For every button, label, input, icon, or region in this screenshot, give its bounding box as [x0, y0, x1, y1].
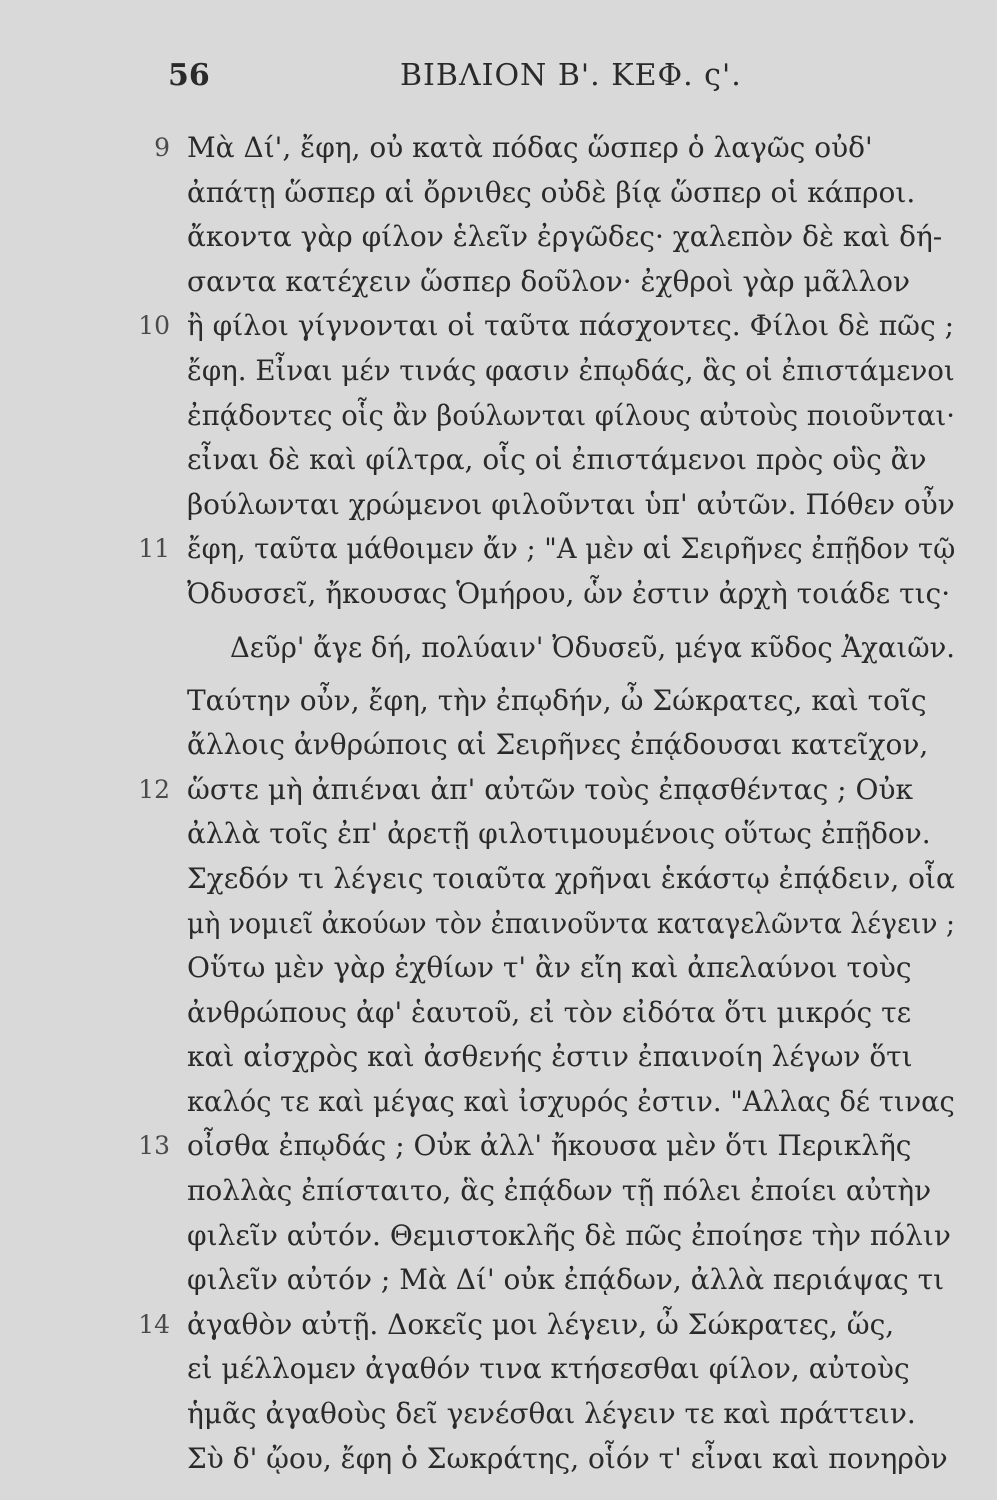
- line-text: σαντα κατέχειν ὥσπερ δοῦλον· ἐχθροὶ γὰρ μᾶλλον: [187, 264, 911, 298]
- section-number: 14: [138, 1309, 170, 1339]
- section-number: 12: [138, 774, 170, 804]
- text-line: [0, 1437, 997, 1482]
- line-text: ἄλλοις ἀνθρώποις αἱ Σειρῆνες ἐπᾴδουσαι κατεῖχον,: [187, 728, 929, 762]
- text-line: [0, 902, 997, 947]
- text-line: [0, 483, 997, 528]
- line-text: Οὕτω μὲν γὰρ ἐχθίων τ' ἂν εἴη καὶ ἀπελαύνοι τοὺς: [187, 951, 912, 985]
- line-text: πολλὰς ἐπίσταιτο, ἃς ἐπᾴδων τῇ πόλει ἐποίει αὐτὴν: [187, 1174, 932, 1208]
- line-text: ἡμᾶς ἀγαθοὺς δεῖ γενέσθαι λέγειν τε καὶ πράττειν.: [187, 1397, 916, 1431]
- line-text: ἄκοντα γὰρ φίλον ἑλεῖν ἐργῶδες· χαλεπὸν δὲ καὶ δή-: [187, 220, 943, 254]
- line-text: ἐπᾴδοντες οἷς ἂν βούλωνται φίλους αὐτοὺς ποιοῦνται·: [187, 398, 955, 432]
- line-text: φιλεῖν αὐτόν ; Μὰ Δί' οὐκ ἐπᾴδων, ἀλλὰ περιάψας τι: [187, 1263, 945, 1297]
- line-text: ἔφη. Εἶναι μέν τινάς φασιν ἐπῳδάς, ἃς οἱ ἐπιστάμενοι: [187, 353, 955, 387]
- text-line: [0, 1303, 997, 1348]
- page-header: [0, 58, 997, 98]
- line-text: εἶναι δὲ καὶ φίλτρα, οἷς οἱ ἐπιστάμενοι πρὸς οὓς ἂν: [187, 443, 927, 477]
- text-line: [0, 126, 997, 171]
- text-line: [0, 394, 997, 439]
- text-line: [0, 1347, 997, 1392]
- line-text: Σχεδόν τι λέγεις τοιαῦτα χρῆναι ἑκάστῳ ἐπᾴδειν, οἷα: [187, 861, 955, 895]
- text-line: [0, 572, 997, 617]
- text-line: [0, 991, 997, 1036]
- line-text: μὴ νομιεῖ ἀκούων τὸν ἐπαινοῦντα καταγελῶντα λέγειν ;: [187, 906, 955, 940]
- line-text: ἢ φίλοι γίγνονται οἱ ταῦτα πάσχοντες. Φίλοι δὲ πῶς ;: [187, 309, 955, 343]
- line-text: ἔφη, ταῦτα μάθοιμεν ἄν ; "Α μὲν αἱ Σειρῆνες ἐπῇδον τῷ: [187, 532, 956, 566]
- section-number: 13: [138, 1131, 170, 1161]
- section-number: 9: [154, 133, 170, 162]
- line-text: ἀλλὰ τοῖς ἐπ' ἀρετῇ φιλοτιμουμένοις οὕτως ἐπῇδον.: [187, 817, 931, 851]
- text-line: [0, 171, 997, 216]
- text-line: [0, 304, 997, 349]
- text-line: [0, 1169, 997, 1214]
- line-text: βούλωνται χρώμενοι φιλοῦνται ὑπ' αὐτῶν. Πόθεν οὖν: [187, 487, 955, 521]
- line-text: ὥστε μὴ ἀπιέναι ἀπ' αὐτῶν τοὺς ἐπᾳσθέντας ; Οὐκ: [187, 772, 913, 806]
- line-text: ἀνθρώπους ἀφ' ἑαυτοῦ, εἰ τὸν εἰδότα ὅτι μικρός τε: [187, 995, 912, 1029]
- line-text: Σὺ δ' ᾤου, ἔφη ὁ Σωκράτης, οἷόν τ' εἶναι καὶ πονηρὸν: [187, 1441, 948, 1475]
- line-text: εἰ μέλλομεν ἀγαθόν τινα κτήσεσθαι φίλον, αὐτοὺς: [187, 1352, 910, 1386]
- text-line: [0, 946, 997, 991]
- line-text: καλός τε καὶ μέγας καὶ ἰσχυρός ἐστιν. "Αλλας δέ τινας: [187, 1084, 955, 1118]
- text-line: [0, 679, 997, 724]
- line-text: καὶ αἰσχρὸς καὶ ἀσθενής ἐστιν ἐπαινοίη λέγων ὅτι: [187, 1040, 913, 1074]
- body-text: [0, 126, 997, 1481]
- text-line: [0, 1214, 997, 1259]
- text-line: [0, 768, 997, 813]
- section-number: 11: [138, 534, 170, 564]
- text-line: [0, 260, 997, 305]
- verse-line: [0, 617, 997, 679]
- running-head: ΒΙΒΛΙΟΝ Β'. ΚΕΦ. ς'.: [400, 58, 742, 93]
- text-line: [0, 1258, 997, 1303]
- line-text: φιλεῖν αὐτόν. Θεμιστοκλῆς δὲ πῶς ἐποίησε τὴν πόλιν: [187, 1218, 951, 1252]
- text-line: [0, 1124, 997, 1169]
- line-text: ἀγαθὸν αὐτῇ. Δοκεῖς μοι λέγειν, ὦ Σώκρατες, ὥς,: [187, 1307, 895, 1341]
- line-text: Ταύτην οὖν, ἔφη, τὴν ἐπῳδήν, ὦ Σώκρατες, καὶ τοῖς: [187, 683, 927, 717]
- text-line: [0, 438, 997, 483]
- line-text: ἀπάτῃ ὥσπερ αἱ ὄρνιθες οὐδὲ βίᾳ ὥσπερ οἱ κάπροι.: [187, 175, 916, 209]
- text-line: [0, 527, 997, 572]
- text-line: [0, 1035, 997, 1080]
- text-line: [0, 1392, 997, 1437]
- page-number: 56: [168, 58, 210, 93]
- line-text: Μὰ Δί', ἔφη, οὐ κατὰ πόδας ὥσπερ ὁ λαγῶς οὐδ': [187, 131, 873, 164]
- text-line: [0, 349, 997, 394]
- text-line: [0, 857, 997, 902]
- text-line: [0, 723, 997, 768]
- line-text: οἶσθα ἐπῳδάς ; Οὐκ ἀλλ' ἤκουσα μὲν ὅτι Περικλῆς: [187, 1129, 912, 1163]
- text-line: [0, 215, 997, 260]
- text-line: [0, 1080, 997, 1125]
- text-line: [0, 812, 997, 857]
- section-number: 10: [138, 311, 170, 341]
- line-text: Ὀδυσσεῖ, ἤκουσας Ὁμήρου, ὧν ἐστιν ἀρχὴ τοιάδε τις·: [187, 576, 951, 610]
- line-text: Δεῦρ' ἄγε δή, πολύαιν' Ὀδυσεῦ, μέγα κῦδος Ἀχαιῶν.: [230, 630, 955, 664]
